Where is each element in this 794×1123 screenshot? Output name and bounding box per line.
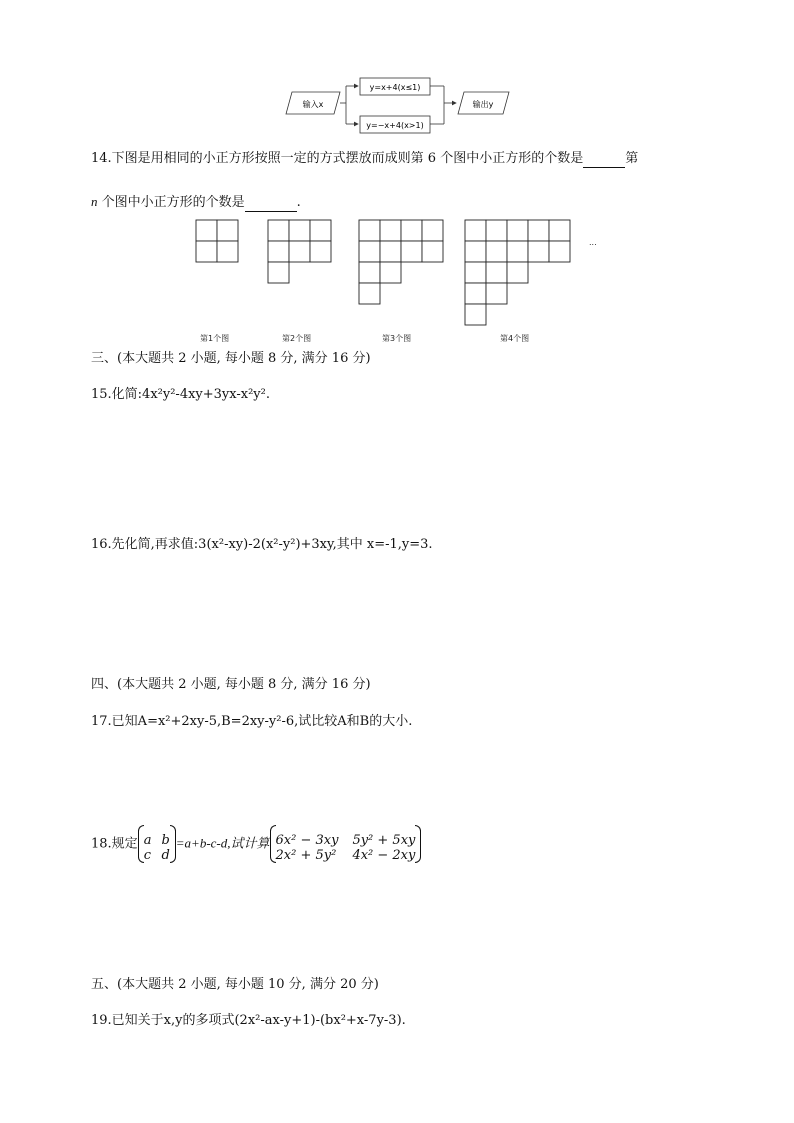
matrix-entry-b: b [161, 833, 170, 848]
unit-square [465, 262, 486, 283]
unit-square [465, 241, 486, 262]
unit-square [359, 220, 380, 241]
flowchart-output-label: 输出y [472, 100, 494, 109]
figure-ellipsis: ... [589, 238, 597, 247]
q14-blank-1 [583, 153, 625, 168]
q14-text-b: 第 [625, 151, 639, 166]
unit-square [268, 241, 289, 262]
unit-square [549, 241, 570, 262]
unit-square [289, 241, 310, 262]
unit-square [359, 283, 380, 304]
unit-square [268, 220, 289, 241]
q16-text: 16.先化简,再求值:3(x²-xy)-2(x²-y²)+3xy,其中 x=-1,y=3. [91, 537, 433, 552]
q14-line-1 [91, 150, 638, 168]
figure-caption-2: 第2个图 [282, 334, 312, 343]
flowchart [280, 72, 520, 140]
unit-square [465, 304, 486, 325]
unit-square [486, 283, 507, 304]
calc-entry-3: 2x² + 5y² [275, 848, 337, 863]
unit-square [401, 241, 422, 262]
flowchart-cond-bottom: y=−x+4(x>1) [366, 121, 424, 130]
q14-text-a: 14.下图是用相同的小正方形按照一定的方式摆放而成则第 6 个图中小正方形的个数是 [91, 151, 584, 166]
unit-square [289, 220, 310, 241]
q19-text: 19.已知关于x,y的多项式(2x²-ax-y+1)-(bx²+x-7y-3). [91, 1013, 406, 1028]
figure-caption-1: 第1个图 [200, 334, 230, 343]
calc-entry-1: 6x² − 3xy [275, 833, 339, 848]
unit-square [549, 220, 570, 241]
square-figure-1 [196, 220, 238, 262]
unit-square [310, 241, 331, 262]
unit-square [507, 241, 528, 262]
unit-square [528, 241, 549, 262]
matrix-entry-d: d [161, 848, 170, 863]
q18-line [91, 825, 421, 863]
unit-square [401, 220, 422, 241]
matrix-entry-c: c [143, 848, 151, 863]
unit-square [380, 241, 401, 262]
unit-square [465, 283, 486, 304]
square-figure-3 [359, 220, 443, 304]
section-3-title: 三、(本大题共 2 小题, 每小题 8 分, 满分 16 分) [91, 351, 371, 366]
q18-prefix: 18.规定 [91, 836, 138, 852]
unit-square [310, 220, 331, 241]
unit-square [268, 262, 289, 283]
figure-caption-4: 第4个图 [500, 334, 530, 343]
flowchart-cond-top: y=x+4(x≤1) [369, 83, 421, 92]
unit-square [359, 241, 380, 262]
q18-calc-matrix [270, 825, 422, 863]
q17-text: 17.已知A=x²+2xy-5,B=2xy-y²-6,试比较A和B的大小. [91, 714, 413, 729]
unit-square [359, 262, 380, 283]
unit-square [422, 220, 443, 241]
square-figure-4 [465, 220, 570, 325]
unit-square [196, 220, 217, 241]
matrix-entry-a: a [143, 833, 152, 848]
unit-square [380, 220, 401, 241]
unit-square [422, 241, 443, 262]
unit-square [528, 220, 549, 241]
unit-square [196, 241, 217, 262]
q18-definition-result: =a+b-c-d,试计算 [175, 835, 270, 851]
unit-square [380, 262, 401, 283]
section-5-title: 五、(本大题共 2 小题, 每小题 10 分, 满分 20 分) [91, 977, 379, 992]
unit-square [465, 220, 486, 241]
calc-entry-4: 4x² − 2xy [352, 848, 416, 863]
q14-blank-2 [245, 197, 297, 212]
unit-square [486, 241, 507, 262]
unit-square [217, 241, 238, 262]
calc-entry-2: 5y² + 5xy [352, 833, 416, 848]
square-pattern-figures [190, 218, 610, 330]
flowchart-input-label: 输入x [302, 100, 324, 109]
q15-text: 15.化简:4x²y²-4xy+3yx-x²y². [91, 387, 270, 402]
unit-square [507, 220, 528, 241]
q14-line-2 [91, 193, 301, 212]
unit-square [486, 220, 507, 241]
unit-square [486, 262, 507, 283]
unit-square [507, 262, 528, 283]
q18-definition-matrix [138, 825, 176, 863]
q14-var-n: n [91, 194, 98, 209]
q14-text-c-end: . [296, 195, 301, 210]
section-4-title: 四、(本大题共 2 小题, 每小题 8 分, 满分 16 分) [91, 677, 371, 692]
square-figure-2 [268, 220, 331, 283]
unit-square [217, 220, 238, 241]
q14-text-c: 个图中小正方形的个数是 [97, 195, 245, 210]
figure-caption-3: 第3个图 [382, 334, 412, 343]
